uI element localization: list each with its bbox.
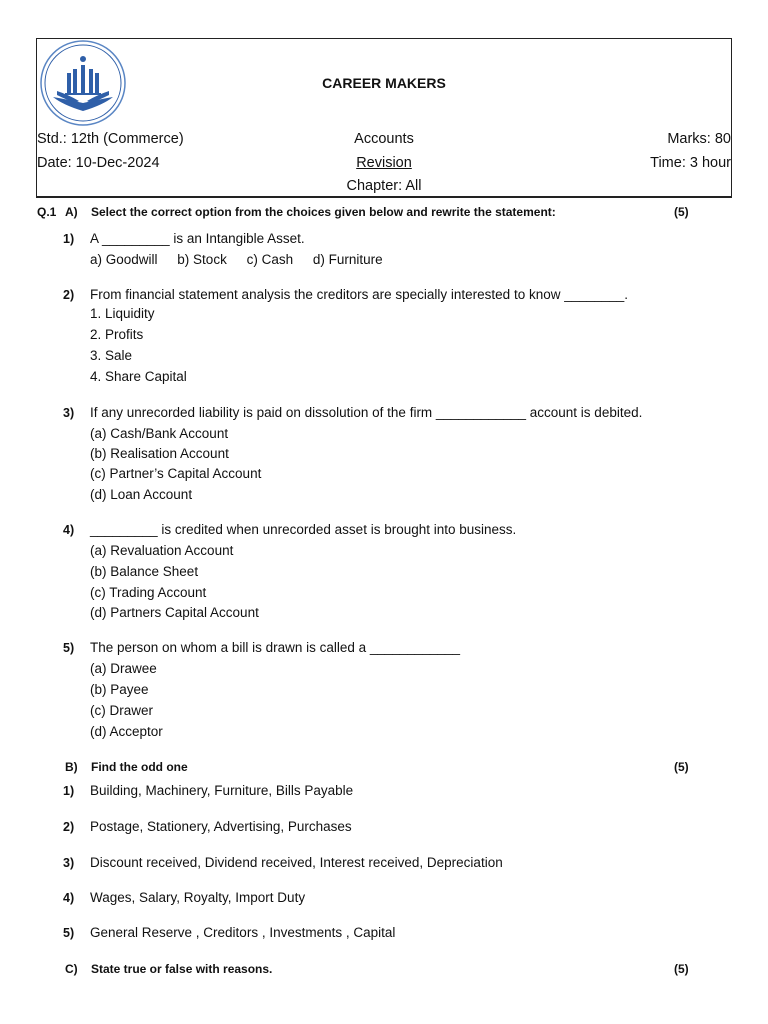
question-text: A _________ is an Intangible Asset. — [90, 231, 305, 246]
option: (b) Payee — [90, 682, 149, 697]
option: 3. Sale — [90, 348, 133, 363]
option: (b) Balance Sheet — [90, 564, 199, 579]
question-number: 4) — [63, 891, 75, 905]
option: b) Stock — [177, 252, 227, 267]
option: 4. Share Capital — [90, 369, 187, 384]
chapter-label: Chapter: All — [346, 178, 422, 194]
option: d) Furniture — [312, 252, 383, 267]
question-number: 5) — [63, 926, 75, 940]
section-b-instruction: Find the odd one — [91, 760, 188, 774]
option: (c) Partner’s Capital Account — [90, 466, 262, 481]
question-text: Wages, Salary, Royalty, Import Duty — [90, 890, 306, 905]
section-a-instruction: Select the correct option from the choices given below and rewrite the statement: — [91, 205, 556, 219]
section-a-letter: A) — [65, 205, 78, 219]
section-b-letter: B) — [65, 760, 78, 774]
question-number: 2) — [63, 820, 75, 834]
option-list — [90, 252, 399, 267]
std-label: Std.: 12th (Commerce) — [37, 131, 184, 147]
option: (d) Partners Capital Account — [90, 605, 259, 620]
exam-type-label: Revision — [356, 155, 412, 171]
option: (d) Acceptor — [90, 724, 163, 739]
option: (c) Drawer — [90, 703, 153, 718]
section-c-letter: C) — [65, 962, 78, 976]
question-number: 1) — [63, 784, 75, 798]
institute-name: CAREER MAKERS — [322, 75, 446, 91]
question-number: 5) — [63, 641, 75, 655]
time-label: Time: 3 hour — [650, 155, 731, 171]
question-text: Discount received, Dividend received, Interest received, Depreciation — [90, 855, 503, 870]
section-c-marks: (5) — [674, 962, 689, 976]
question-number: Q.1 — [37, 205, 57, 219]
option: (d) Loan Account — [90, 487, 193, 502]
date-label: Date: 10-Dec-2024 — [37, 155, 160, 171]
option: 1. Liquidity — [90, 306, 155, 321]
question-number: 4) — [63, 523, 75, 537]
section-c-instruction: State true or false with reasons. — [91, 962, 273, 976]
subject-label: Accounts — [354, 131, 414, 147]
question-text: _________ is credited when unrecorded asset is brought into business. — [90, 522, 517, 537]
question-number: 3) — [63, 406, 75, 420]
section-b-marks: (5) — [674, 760, 689, 774]
option: (a) Revaluation Account — [90, 543, 234, 558]
question-text: The person on whom a bill is drawn is called a ____________ — [90, 640, 460, 655]
option: a) Goodwill — [90, 252, 158, 267]
option: (c) Trading Account — [90, 585, 207, 600]
marks-label: Marks: 80 — [667, 131, 731, 147]
question-number: 3) — [63, 856, 75, 870]
question-number: 2) — [63, 288, 75, 302]
option: (a) Drawee — [90, 661, 157, 676]
section-a-marks: (5) — [674, 205, 689, 219]
question-text: General Reserve , Creditors , Investments , Capital — [90, 925, 396, 940]
question-text: If any unrecorded liability is paid on dissolution of the firm ____________ account is debited. — [90, 405, 643, 420]
question-text: From financial statement analysis the creditors are specially interested to know ________. — [90, 287, 629, 302]
option: 2. Profits — [90, 327, 144, 342]
question-text: Building, Machinery, Furniture, Bills Payable — [90, 783, 354, 798]
question-number: 1) — [63, 232, 75, 246]
paper-header — [36, 38, 732, 198]
option: c) Cash — [246, 252, 294, 267]
question-text: Postage, Stationery, Advertising, Purchases — [90, 819, 352, 834]
option: (a) Cash/Bank Account — [90, 426, 229, 441]
option: (b) Realisation Account — [90, 446, 229, 461]
